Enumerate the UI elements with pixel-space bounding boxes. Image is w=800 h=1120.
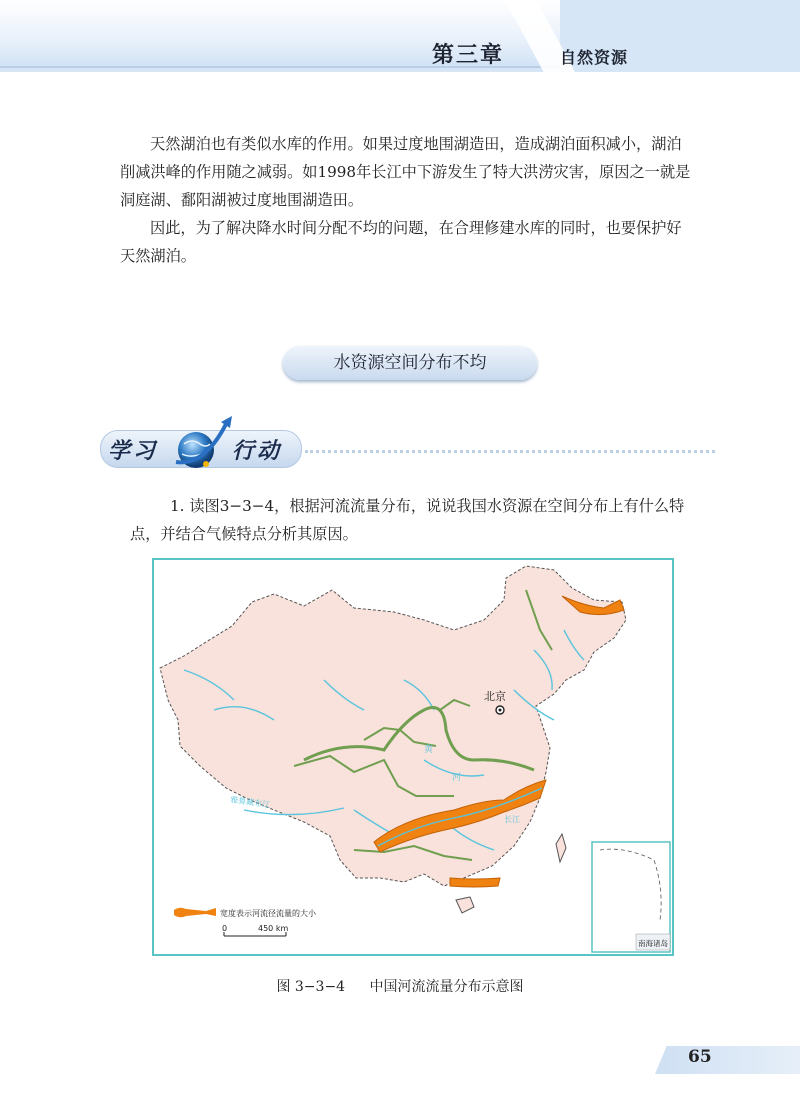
legend-flow-swatch-icon — [174, 908, 216, 918]
yarlung-label: 雅鲁藏布江 — [229, 795, 271, 810]
hainan-island — [456, 897, 474, 913]
taiwan-island — [556, 834, 566, 862]
river-flow-map — [152, 558, 674, 956]
chapter-title: 第三章 — [432, 43, 505, 68]
scale-zero: 0 — [222, 924, 228, 933]
beijing-label: 北京 — [484, 690, 506, 703]
activity-label-study: 学习 — [108, 439, 159, 464]
page-number: 65 — [688, 1047, 712, 1067]
activity-banner — [100, 404, 300, 474]
page-number-band — [655, 1046, 800, 1074]
legend-text: 宽度表示河流径流量的大小 — [220, 909, 316, 918]
globe-arrow-icon — [166, 414, 236, 474]
section-heading: 水资源空间分布不均 — [283, 346, 537, 380]
task-question: 1. 读图3−3−4，根据河流流量分布，说说我国水资源在空间分布上有什么特点，并结合气候特点分析其原因。 — [130, 497, 685, 543]
figure-caption — [0, 976, 800, 996]
dotted-rule — [305, 450, 715, 453]
figure-title: 中国河流流量分布示意图 — [369, 979, 524, 995]
figure-number: 图 3−3−4 — [276, 979, 346, 995]
china-map-svg — [154, 560, 672, 954]
inset-label: 南海诸岛 — [638, 939, 668, 948]
huanghe-label-1: 黄 — [424, 745, 434, 755]
changjiang-label: 长江 — [504, 815, 520, 824]
scale-km: 450 km — [258, 924, 289, 933]
zhujiang-flow-band — [450, 878, 500, 887]
paragraph-lakes: 天然湖泊也有类似水库的作用。如果过度地围湖造田，造成湖泊面积减小，湖泊削减洪峰的作用随之减弱。如1998年长江中下游发生了特大洪涝灾害，原因之一就是洞庭湖、鄱阳湖被过度地围湖造田。 — [120, 135, 691, 209]
activity-label-action: 行动 — [232, 439, 283, 464]
huanghe-label-2: 河 — [452, 773, 462, 783]
paragraph-conclusion: 因此，为了解决降水时间分配不均的问题，在合理修建水库的同时，也要保护好天然湖泊。 — [120, 219, 682, 265]
section-name: 自然资源 — [560, 48, 629, 67]
